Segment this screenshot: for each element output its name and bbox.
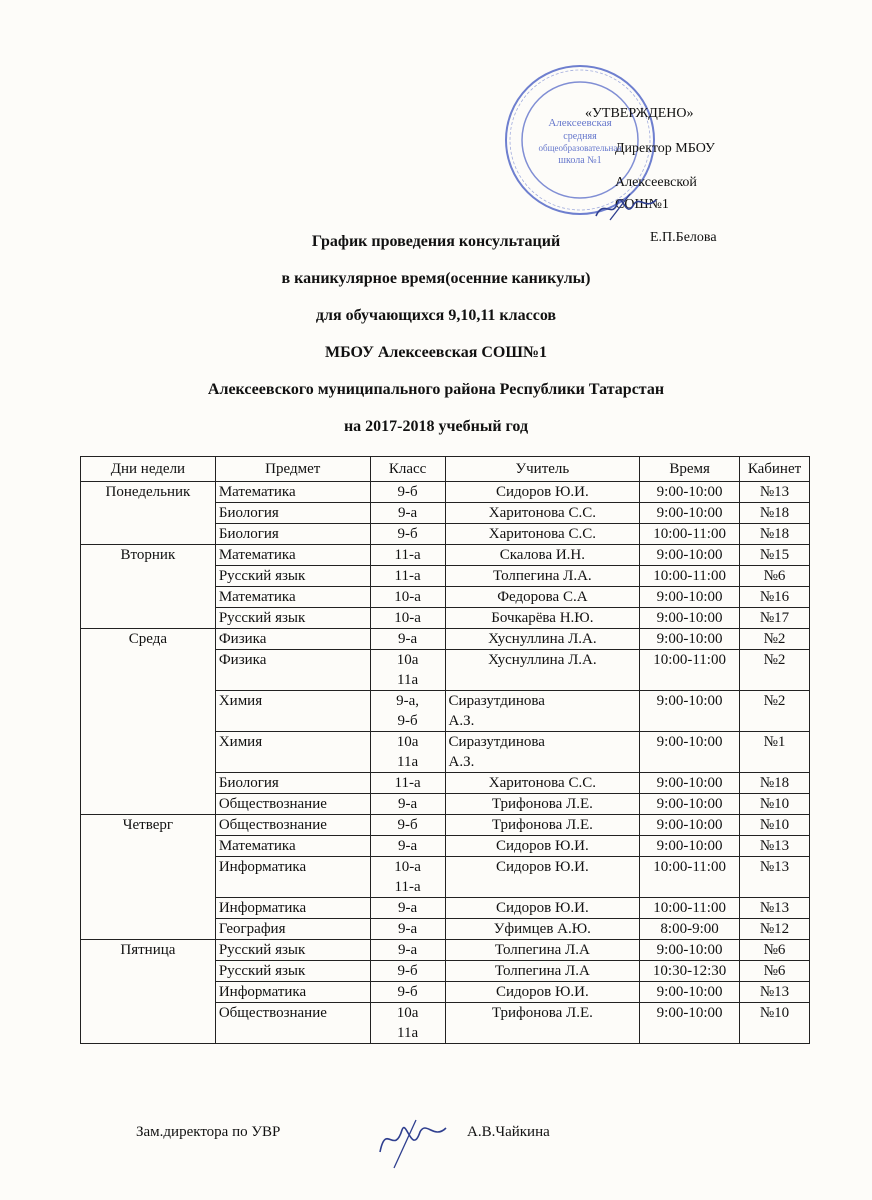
cell-subject: Русский язык: [215, 961, 370, 982]
cell-teacher: Харитонова С.С.: [445, 503, 640, 524]
approval-block: [555, 103, 745, 249]
cell-subject: Информатика: [215, 898, 370, 919]
cell-teacher: Толпегина Л.А.: [445, 566, 640, 587]
deputy-position: Зам.директора по УВР: [136, 1124, 281, 1140]
consultation-schedule-table: [80, 456, 810, 1044]
cell-teacher: Трифонова Л.Е.: [445, 1003, 640, 1044]
cell-time: 9:00-10:00: [640, 982, 740, 1003]
cell-room: №13: [740, 836, 810, 857]
deputy-name: А.В.Чайкина: [467, 1124, 550, 1140]
cell-class: 9-а: [370, 836, 445, 857]
cell-time: 10:00-11:00: [640, 524, 740, 545]
cell-class: 10а 11а: [370, 732, 445, 773]
cell-room: №13: [740, 857, 810, 898]
cell-room: №13: [740, 482, 810, 503]
table-body: [81, 482, 810, 1044]
table-header-row: [81, 457, 810, 482]
cell-subject: Математика: [215, 482, 370, 503]
cell-room: №10: [740, 794, 810, 815]
cell-teacher: Харитонова С.С.: [445, 773, 640, 794]
director-signature: [590, 190, 660, 226]
cell-room: №17: [740, 608, 810, 629]
cell-room: №6: [740, 940, 810, 961]
cell-time: 10:30-12:30: [640, 961, 740, 982]
approval-director-name: Е.П.Белова: [650, 230, 717, 245]
cell-time: 10:00-11:00: [640, 650, 740, 691]
cell-class: 9-а: [370, 898, 445, 919]
cell-subject: Информатика: [215, 857, 370, 898]
cell-time: 10:00-11:00: [640, 898, 740, 919]
header-class: Класс: [370, 457, 445, 482]
cell-class: 9-а: [370, 503, 445, 524]
cell-day: Среда: [81, 629, 216, 815]
cell-class: 9-б: [370, 961, 445, 982]
cell-class: 9-а, 9-б: [370, 691, 445, 732]
cell-class: 9-б: [370, 982, 445, 1003]
approval-school-name: Алексеевской СОШ№1: [615, 175, 697, 212]
header-days: Дни недели: [81, 457, 216, 482]
cell-subject: Физика: [215, 650, 370, 691]
cell-subject: Русский язык: [215, 608, 370, 629]
cell-time: 9:00-10:00: [640, 815, 740, 836]
cell-time: 9:00-10:00: [640, 545, 740, 566]
cell-class: 10а 11а: [370, 1003, 445, 1044]
table-row: [81, 482, 810, 503]
cell-teacher: Хуснуллина Л.А.: [445, 650, 640, 691]
cell-teacher: Скалова И.Н.: [445, 545, 640, 566]
title-line-3: для обучающихся 9,10,11 классов: [315, 307, 557, 324]
cell-room: №13: [740, 982, 810, 1003]
cell-room: №1: [740, 732, 810, 773]
cell-time: 9:00-10:00: [640, 503, 740, 524]
cell-room: №10: [740, 1003, 810, 1044]
cell-subject: Обществознание: [215, 1003, 370, 1044]
cell-teacher: Уфимцев А.Ю.: [445, 919, 640, 940]
cell-room: №16: [740, 587, 810, 608]
cell-teacher: Сидоров Ю.И.: [445, 857, 640, 898]
cell-subject: Биология: [215, 503, 370, 524]
approval-heading: «УТВЕРЖДЕНО»: [585, 106, 694, 121]
cell-subject: Информатика: [215, 982, 370, 1003]
cell-room: №10: [740, 815, 810, 836]
header-subject: Предмет: [215, 457, 370, 482]
header-room: Кабинет: [740, 457, 810, 482]
cell-subject: Химия: [215, 732, 370, 773]
cell-subject: Русский язык: [215, 940, 370, 961]
svg-text:общеобразовательная: общеобразовательная: [538, 143, 622, 153]
cell-time: 10:00-11:00: [640, 566, 740, 587]
cell-time: 9:00-10:00: [640, 629, 740, 650]
cell-day: Вторник: [81, 545, 216, 629]
cell-subject: Русский язык: [215, 566, 370, 587]
cell-time: 8:00-9:00: [640, 919, 740, 940]
cell-day: Четверг: [81, 815, 216, 940]
cell-teacher: Толпегина Л.А: [445, 961, 640, 982]
cell-time: 10:00-11:00: [640, 857, 740, 898]
title-line-5: Алексеевского муниципального района Республики Татарстан: [207, 381, 665, 398]
cell-teacher: Сидоров Ю.И.: [445, 836, 640, 857]
cell-time: 9:00-10:00: [640, 732, 740, 773]
cell-subject: Математика: [215, 587, 370, 608]
cell-room: №2: [740, 691, 810, 732]
cell-class: 9-а: [370, 794, 445, 815]
cell-subject: Обществознание: [215, 794, 370, 815]
cell-subject: Биология: [215, 524, 370, 545]
cell-class: 9-а: [370, 919, 445, 940]
cell-subject: География: [215, 919, 370, 940]
cell-time: 9:00-10:00: [640, 587, 740, 608]
cell-teacher: Трифонова Л.Е.: [445, 794, 640, 815]
approval-director-title: Директор МБОУ: [615, 141, 715, 156]
cell-teacher: Сидоров Ю.И.: [445, 898, 640, 919]
cell-time: 9:00-10:00: [640, 794, 740, 815]
svg-text:средняя: средняя: [563, 131, 597, 142]
cell-teacher: Сидоров Ю.И.: [445, 482, 640, 503]
cell-time: 9:00-10:00: [640, 691, 740, 732]
title-line-6: на 2017-2018 учебный год: [343, 418, 529, 435]
svg-text:Алексеевская: Алексеевская: [548, 117, 612, 129]
cell-time: 9:00-10:00: [640, 773, 740, 794]
cell-room: №18: [740, 773, 810, 794]
cell-time: 9:00-10:00: [640, 482, 740, 503]
table-row: [81, 629, 810, 650]
cell-teacher: Федорова С.А: [445, 587, 640, 608]
cell-class: 9-а: [370, 629, 445, 650]
cell-teacher: Сидоров Ю.И.: [445, 982, 640, 1003]
cell-class: 9-б: [370, 815, 445, 836]
cell-room: №15: [740, 545, 810, 566]
cell-teacher: Толпегина Л.А: [445, 940, 640, 961]
cell-time: 9:00-10:00: [640, 1003, 740, 1044]
cell-class: 11-а: [370, 773, 445, 794]
header-time: Время: [640, 457, 740, 482]
cell-room: №2: [740, 650, 810, 691]
cell-class: 10-а 11-а: [370, 857, 445, 898]
cell-room: №6: [740, 961, 810, 982]
title-line-1: График проведения консультаций: [311, 233, 561, 250]
cell-subject: Математика: [215, 836, 370, 857]
cell-teacher: Хуснуллина Л.А.: [445, 629, 640, 650]
cell-room: №12: [740, 919, 810, 940]
cell-teacher: Сиразутдинова А.З.: [445, 691, 640, 732]
cell-subject: Химия: [215, 691, 370, 732]
cell-time: 9:00-10:00: [640, 940, 740, 961]
cell-class: 10-а: [370, 608, 445, 629]
cell-class: 10а 11а: [370, 650, 445, 691]
deputy-signature: [372, 1112, 452, 1172]
svg-text:школа №1: школа №1: [558, 155, 602, 166]
cell-class: 10-а: [370, 587, 445, 608]
cell-room: №2: [740, 629, 810, 650]
cell-class: 11-а: [370, 545, 445, 566]
title-line-2: в каникулярное время(осенние каникулы): [281, 270, 591, 287]
header-teacher: Учитель: [445, 457, 640, 482]
cell-subject: Математика: [215, 545, 370, 566]
cell-class: 9-б: [370, 524, 445, 545]
cell-class: 9-а: [370, 940, 445, 961]
cell-room: №18: [740, 503, 810, 524]
cell-day: Понедельник: [81, 482, 216, 545]
table-row: [81, 545, 810, 566]
document-title: [0, 231, 872, 453]
cell-teacher: Харитонова С.С.: [445, 524, 640, 545]
cell-class: 9-б: [370, 482, 445, 503]
cell-time: 9:00-10:00: [640, 608, 740, 629]
cell-room: №18: [740, 524, 810, 545]
cell-subject: Физика: [215, 629, 370, 650]
cell-teacher: Бочкарёва Н.Ю.: [445, 608, 640, 629]
cell-subject: Обществознание: [215, 815, 370, 836]
cell-time: 9:00-10:00: [640, 836, 740, 857]
title-line-4: МБОУ Алексеевская СОШ№1: [324, 344, 548, 361]
table-row: [81, 815, 810, 836]
cell-class: 11-а: [370, 566, 445, 587]
cell-room: №13: [740, 898, 810, 919]
cell-teacher: Сиразутдинова А.З.: [445, 732, 640, 773]
cell-day: Пятница: [81, 940, 216, 1044]
cell-subject: Биология: [215, 773, 370, 794]
cell-teacher: Трифонова Л.Е.: [445, 815, 640, 836]
table-row: [81, 940, 810, 961]
cell-room: №6: [740, 566, 810, 587]
